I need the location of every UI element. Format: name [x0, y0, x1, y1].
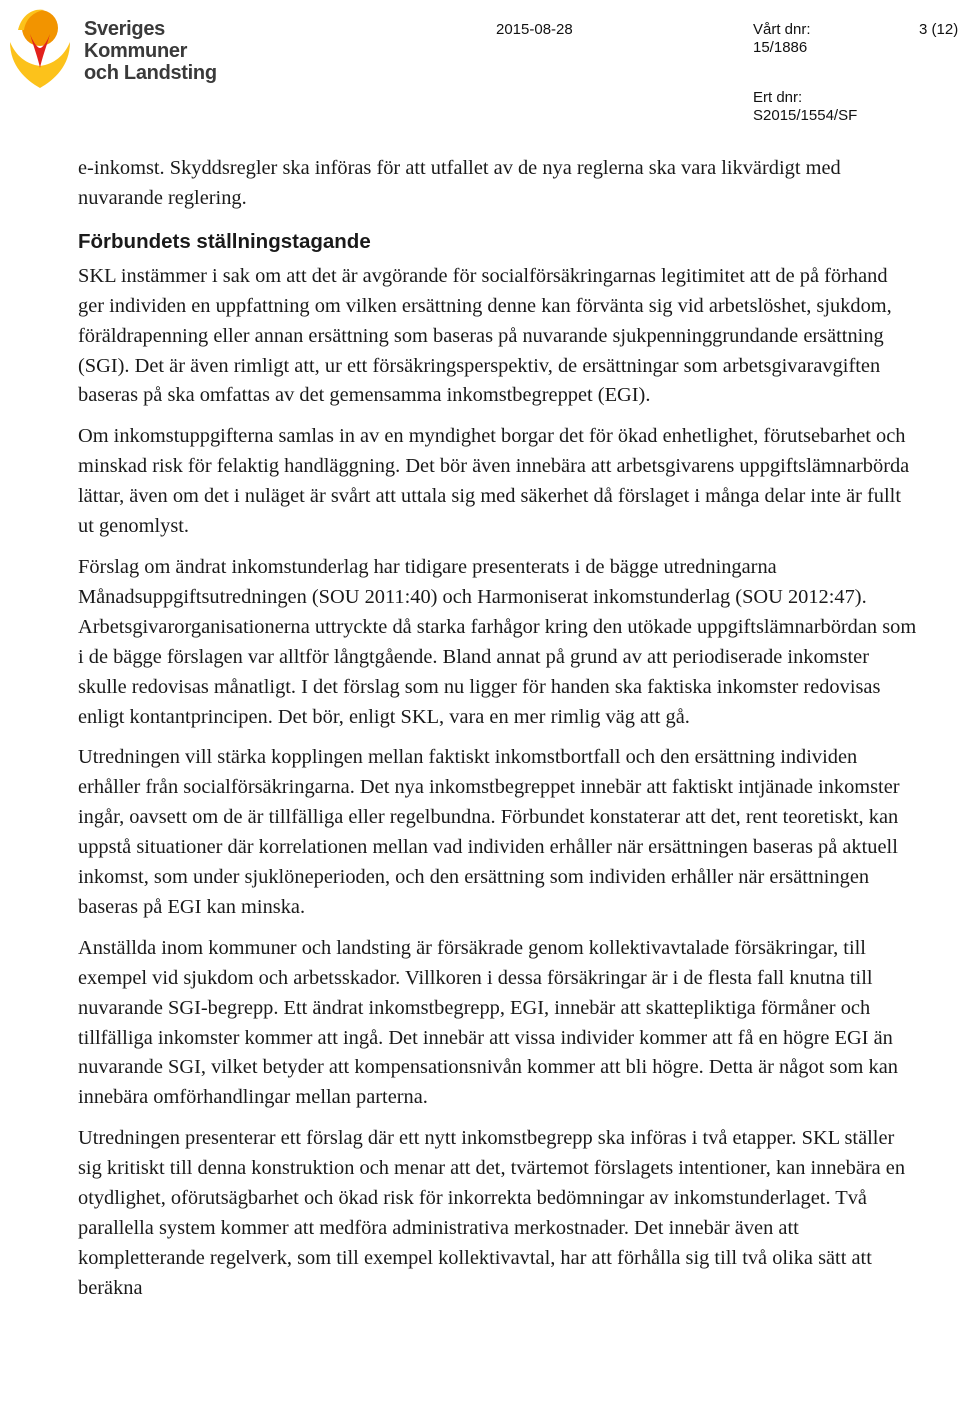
document-body — [78, 154, 918, 1304]
body-paragraph-3: Förslag om ändrat inkomstunderlag har tidigare presenterats i de bägge utredningarna Månadsuppgiftsutredningen (SOU 2011:40) och Harmoniserat inkomstunderlag (SOU 2012:47). Arbetsgivarorganisationerna uttryckte då starka farhågor kring den utökade uppgiftslämnarbördan som i de bägge förslagen var alltför långtgående. Bland annat på grund av att periodiserade inkomster skulle redovisas månatligt. I det förslag som nu ligger för handen ska faktiska inkomster redovisas enligt kontantprincipen. Det bör, enligt SKL, vara en mer rimlig väg att gå. — [78, 555, 917, 728]
logo-wordmark — [84, 18, 217, 84]
skl-logo — [4, 4, 219, 94]
page-number: 3 (12) — [919, 21, 959, 38]
logo-line-3: och Landsting — [84, 62, 217, 84]
body-paragraph-2: Om inkomstuppgifterna samlas in av en myndighet borgar det för ökad enhetlighet, förutsebarhet och minskad risk för felaktig handläggning. Det bör även innebära att arbetsgivarens uppgiftslämnarbörda lättar, även om det i nuläget är svårt att uttala sig med säkerhet då förslaget i många delar inte är fullt ut genomlyst. — [78, 425, 910, 538]
section-heading: Förbundets ställningstagande — [78, 229, 371, 253]
body-paragraph-4: Utredningen vill stärka kopplingen mellan faktiskt inkomstbortfall och den ersättning individen erhåller från socialförsäkringarna. Det nya inkomstbegreppet innebär att faktiskt intjänade inkomster ingår, oavsett om de är tillfälliga eller regelbundna. Förbundet konstaterar att det, rent teoretiskt, kan uppstå situationer där korrelationen mellan vad individen erhåller när ersättningen baseras på aktuell inkomst, som under sjuklöneperioden, och den ersättning som individen erhåller när ersättningen baseras på EGI kan minska. — [78, 746, 900, 918]
our-ref-value: 15/1886 — [753, 39, 808, 56]
your-ref-label: Ert dnr: — [753, 89, 803, 106]
document-date: 2015-08-28 — [496, 21, 573, 38]
body-paragraph-6: Utredningen presenterar ett förslag där ett nytt inkomstbegrepp ska införas i två etapper. SKL ställer sig kritiskt till denna konstruktion och menar att det, tvärtemot förslagets intentioner, kan innebära en otydlighet, oförutsägbarhet och ökad risk för inkorrekta bedömningar av inkomstunderlaget. Två parallella system kommer att medföra administrativa merkostnader. Det innebär även att kompletterande regelverk, som till exempel kollektivavtal, har att förhålla sig till två olika sätt att beräkna — [78, 1127, 906, 1299]
intro-paragraph: e-inkomst. Skyddsregler ska införas för att utfallet av de nya reglerna ska vara likvärdigt med nuvarande reglering. — [78, 157, 841, 209]
body-paragraph-5: Anställda inom kommuner och landsting är försäkrade genom kollektivavtalade försäkringar, till exempel vid sjukdom och arbetsskador. Villkoren i dessa försäkringar är i de flesta fall knutna till nuvarande SGI-begrepp. Ett ändrat inkomstbegrepp, EGI, innebär att skattepliktiga förmåner och tillfälliga inkomster kommer att ingå. Det innebär att vissa individer kommer att få en högre EGI än nuvarande SGI, vilket betyder att kompensationsnivån kommer att bli högre. Detta är något som kan innebära omförhandlingar mellan parterna. — [78, 936, 898, 1109]
our-ref-label: Vårt dnr: — [753, 21, 811, 38]
logo-line-1: Sveriges — [84, 18, 165, 40]
body-paragraph-1: SKL instämmer i sak om att det är avgörande för socialförsäkringarnas legitimitet att de på förhand ger individen en uppfattning om vilken ersättning denne kan förvänta sig vid arbetslöshet, sjukdom, föräldrapenning eller annan ersättning som baseras på nuvarande sjukpenninggrundande ersättning (SGI). Det är även rimligt att, ur ett försäkringsperspektiv, de ersättningar som arbetsgivaravgiften baseras på ska omfattas av det gemensamma inkomstbegreppet (EGI). — [78, 264, 892, 407]
logo-line-2: Kommuner — [84, 40, 188, 62]
logo-emblem-icon — [4, 4, 80, 94]
your-ref-value: S2015/1554/SF — [753, 107, 858, 124]
